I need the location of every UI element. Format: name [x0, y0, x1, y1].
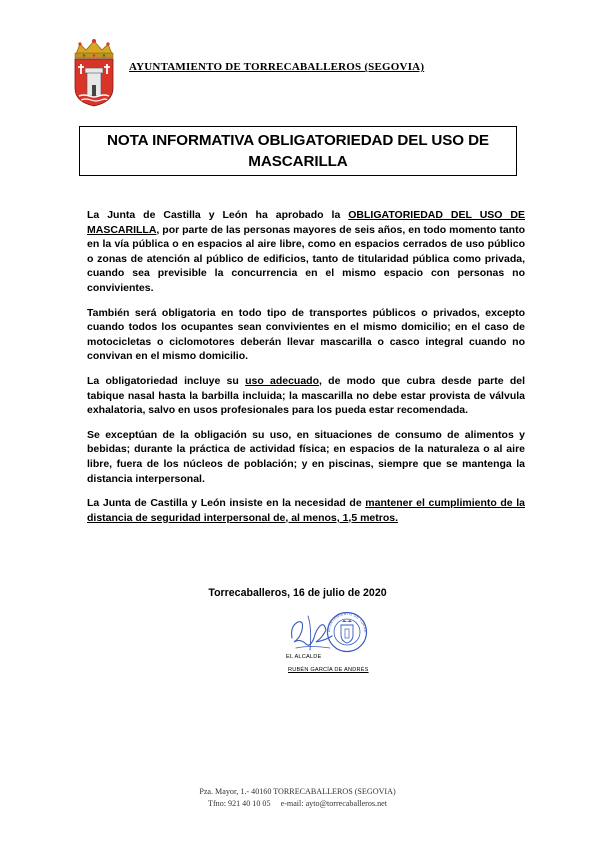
paragraph-5-text-a: La Junta de Castilla y León insiste en la necesidad de: [87, 497, 366, 510]
document-title-line-2: MASCARILLA: [248, 153, 348, 170]
document-body: [87, 208, 525, 535]
paragraph-5-emphasis: mantener el cumplimiento de la distancia de seguridad interpersonal de, al menos, 1,5 metros.: [87, 497, 525, 524]
municipal-crest-logo: [70, 38, 118, 108]
handwritten-signature: [286, 608, 336, 656]
organization-title: AYUNTAMIENTO DE TORRECABALLEROS (SEGOVIA): [129, 61, 425, 73]
paragraph-3-emphasis: uso adecuado: [245, 374, 319, 387]
signatory-role: EL ALCALDE: [286, 654, 322, 660]
seal-text: AYUNTAMIENTO DE TORRE: [326, 611, 368, 633]
document-title-line-1: NOTA INFORMATIVA OBLIGATORIEDAD DEL USO DE: [107, 132, 489, 149]
paragraph-3: [87, 374, 525, 418]
paragraph-1-text-b: , por parte de las personas mayores de seis años, en todo momento tanto en la vía pública o en espacios al aire libre, como en espacios cerrados de uso público o zonas de atención al público de edificios, tanto de titularidad pública como privada, cuando sea previsible la concurrencia en el mismo espacio con personas no convivientes.: [87, 223, 525, 294]
paragraph-3-text-a: La obligatoriedad incluye su: [87, 374, 246, 387]
footer-contact: Tfno: 921 40 10 05 e-mail: ayto@torrecaballeros.net: [208, 798, 387, 808]
document-title: [107, 130, 489, 172]
signatory-name: RUBÉN GARCÍA DE ANDRÉS: [288, 667, 369, 673]
page-footer: [0, 786, 595, 809]
paragraph-4: Se exceptúan de la obligación su uso, en situaciones de consumo de alimentos y bebidas; durante la práctica de actividad física; en espacios de la naturaleza o al aire libre, fuera de los núcleos de población; y en piscinas, siempre que se mantenga la distancia interpersonal.: [87, 428, 525, 485]
paragraph-5: [87, 496, 525, 525]
footer-address: Pza. Mayor, 1.- 40160 TORRECABALLEROS (SEGOVIA): [199, 787, 396, 796]
paragraph-3-text-b: , de modo que cubra desde parte del tabique nasal hasta la barbilla incluida; la mascarilla no debe estar provista de válvula exhalatoria, salvo en usos profesionales para los pueda estar recomendada.: [87, 374, 525, 417]
date-line: Torrecaballeros, 16 de julio de 2020: [208, 587, 387, 599]
paragraph-2: También será obligatoria en todo tipo de transportes públicos o privados, excepto cuando todos los ocupantes sean convivientes en el mismo domicilio; en el caso de motocicletas o ciclomotores deberán llevar mascarilla o casco integral cuando no convivan en el mismo domicilio.: [87, 306, 525, 363]
document-title-box: [79, 126, 517, 176]
paragraph-1-text-a: La Junta de Castilla y León ha aprobado la: [87, 209, 349, 221]
paragraph-1: [87, 208, 525, 296]
paragraph-1-emphasis: OBLIGATORIEDAD DEL USO DE MASCARILLA: [87, 209, 525, 236]
